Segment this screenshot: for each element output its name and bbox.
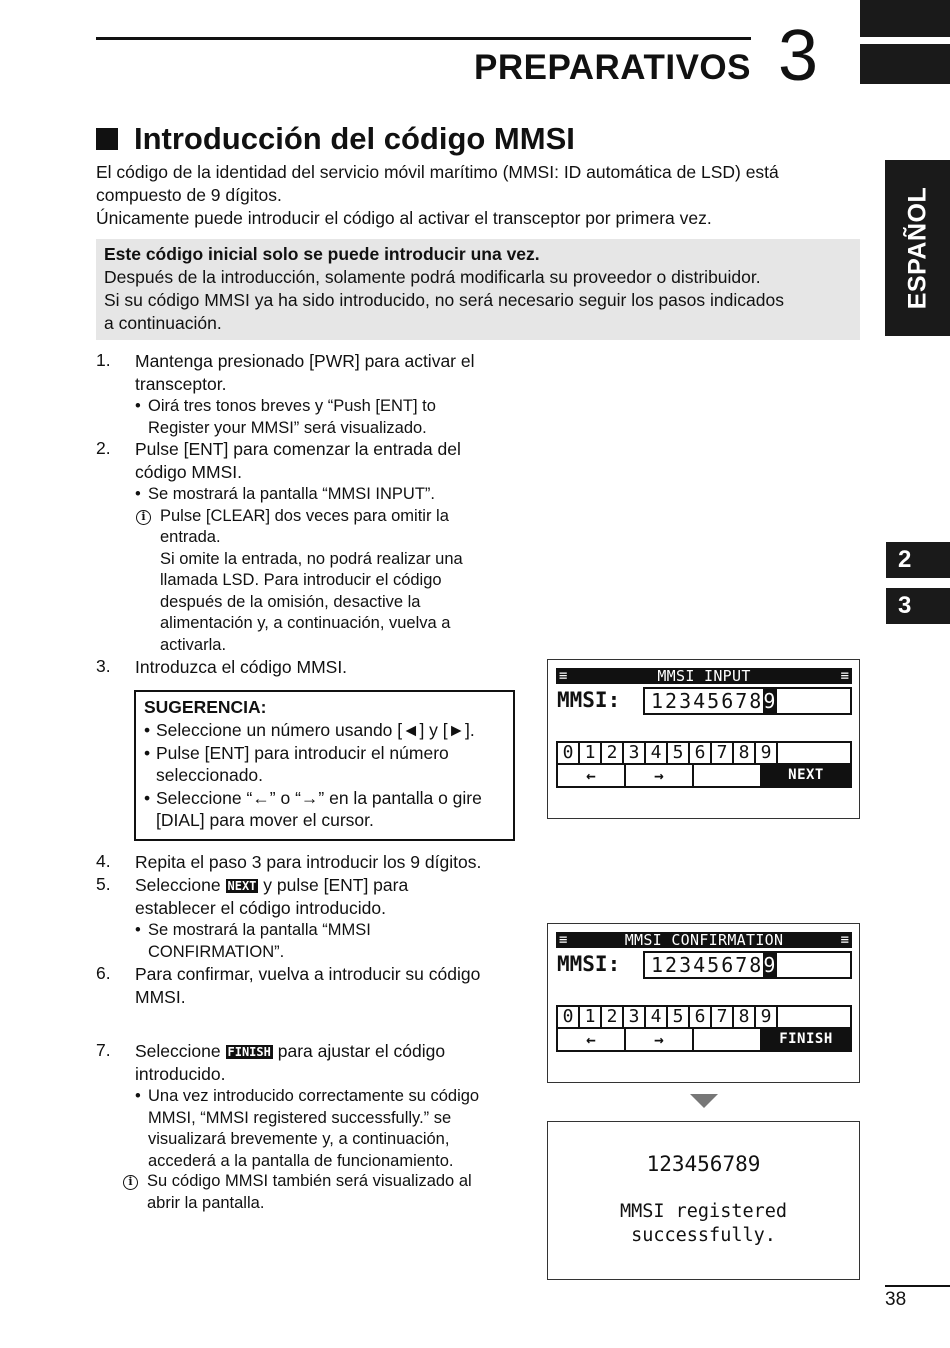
mmsi-field[interactable] <box>643 951 852 979</box>
info-line: abrir la pantalla. <box>147 1193 265 1212</box>
step-text: Introduzca el código MMSI. <box>135 657 348 677</box>
lcd-title-bar <box>556 668 852 684</box>
step-text: Seleccione <box>135 875 221 895</box>
language-label: ESPAÑOL <box>903 186 931 310</box>
step-text: MMSI. <box>135 987 186 1007</box>
digit-key[interactable]: 6 <box>690 743 712 763</box>
digit-key[interactable]: 6 <box>690 1007 712 1027</box>
digit-key[interactable]: 5 <box>668 1007 690 1027</box>
digit-key[interactable]: 1 <box>580 743 602 763</box>
info-line: entrada. <box>160 528 221 546</box>
lcd-mmsi-confirmation <box>547 923 860 1083</box>
digit-key[interactable]: 4 <box>646 1007 668 1027</box>
left-arrow-icon[interactable]: ← <box>558 1029 626 1050</box>
finish-softkey[interactable]: FINISH <box>762 1029 850 1050</box>
step-sub-line: CONFIRMATION”. <box>148 942 285 961</box>
cursor-digit: 9 <box>763 953 778 977</box>
step-text: Para confirmar, vuelva a introducir su código <box>135 964 481 984</box>
digit-key[interactable]: 7 <box>712 743 734 763</box>
header-tab-block <box>860 0 950 37</box>
step-6 <box>96 963 521 1009</box>
note-box <box>96 239 860 340</box>
digit-key[interactable]: 0 <box>558 743 580 763</box>
right-arrow-icon[interactable]: → <box>626 765 694 786</box>
section-title-text: Introducción del código MMSI <box>134 121 575 156</box>
menu-icon: ≡ <box>840 932 849 948</box>
info-line: Si omite la entrada, no podrá realizar una <box>160 549 463 568</box>
tip-line: seleccionado. <box>156 765 264 785</box>
step-sub: • Se mostrará la pantalla “MMSI CONFIRMATION”. <box>135 920 521 963</box>
step-number: 4. <box>96 851 111 871</box>
digit-key[interactable]: 4 <box>646 743 668 763</box>
footer-rule <box>885 1285 950 1287</box>
step-1 <box>96 350 521 439</box>
header-tab-block <box>860 44 950 84</box>
down-arrow-icon <box>690 1094 718 1108</box>
blank-softkey[interactable] <box>694 1029 762 1050</box>
digit-key[interactable]: 1 <box>580 1007 602 1027</box>
info-line: alimentación y, a continuación, vuelva a <box>160 614 451 632</box>
step-text: Pulse [ENT] para comenzar la entrada del <box>135 439 461 459</box>
registered-number: 123456789 <box>646 1152 761 1176</box>
mmsi-field[interactable] <box>643 687 852 715</box>
step-text: Repita el paso 3 para introducir los 9 dígitos. <box>135 852 482 872</box>
digit-selector <box>556 741 852 765</box>
section-title <box>96 121 575 157</box>
step-number: 5. <box>96 874 111 894</box>
page-number: 38 <box>885 1289 907 1310</box>
chapter-tab-3: 3 <box>886 588 950 624</box>
digit-key[interactable]: 9 <box>756 743 778 763</box>
digit-key[interactable]: 8 <box>734 743 756 763</box>
intro-line: compuesto de 9 dígitos. <box>96 185 282 205</box>
digit-key[interactable]: 0 <box>558 1007 580 1027</box>
right-arrow-icon[interactable]: → <box>626 1029 694 1050</box>
message-line: successfully. <box>631 1225 776 1246</box>
step-sub-line: Una vez introducido correctamente su código <box>148 1087 480 1105</box>
step-number: 6. <box>96 963 111 983</box>
tip-line: Seleccione “←” o “→” en la pantalla o gire <box>156 787 482 808</box>
tip-item: • Seleccione un número usando [◄] y [►]. <box>144 719 505 742</box>
digit-key[interactable]: 3 <box>624 1007 646 1027</box>
cursor-digit: 9 <box>763 689 778 713</box>
step-number: 3. <box>96 656 111 676</box>
mmsi-value: 12345678 <box>651 689 764 713</box>
note-line: Después de la introducción, solamente podrá modificarla su proveedor o distribuidor. <box>104 267 761 287</box>
left-arrow-icon[interactable]: ← <box>558 765 626 786</box>
step-text: Seleccione <box>135 1041 221 1061</box>
digit-key[interactable]: 3 <box>624 743 646 763</box>
digit-key[interactable]: 2 <box>602 743 624 763</box>
lcd-title: MMSI CONFIRMATION <box>624 931 784 949</box>
step-4 <box>96 851 521 874</box>
step-text: y pulse [ENT] para <box>263 875 409 895</box>
step-sub-line: MMSI, “MMSI registered successfully.” se <box>148 1108 452 1127</box>
step-sub: • Una vez introducido correctamente su código MMSI, “MMSI registered successfully.” se visualizará brevemente y, a continuación, accederá a la pantalla de funcionamiento. <box>135 1086 521 1172</box>
digit-key[interactable]: 7 <box>712 1007 734 1027</box>
note-heading: Este código inicial solo se puede introducir una vez. <box>104 244 540 264</box>
blank-softkey[interactable] <box>694 765 762 786</box>
step-text: establecer el código introducido. <box>135 898 386 918</box>
intro-line: El código de la identidad del servicio móvil marítimo (MMSI: ID automática de LSD) está <box>96 162 779 182</box>
mmsi-label: MMSI: <box>557 952 621 976</box>
softkey-row <box>556 1029 852 1052</box>
step-text: para ajustar el código <box>277 1041 446 1061</box>
info-line: Pulse [CLEAR] dos veces para omitir la <box>160 506 449 525</box>
info-icon: i <box>136 510 151 525</box>
square-bullet-icon <box>96 128 118 150</box>
step-sub-line: accederá a la pantalla de funcionamiento. <box>148 1151 454 1170</box>
tip-heading: SUGERENCIA: <box>144 697 267 717</box>
tip-item: • Pulse [ENT] para introducir el número seleccionado. <box>144 742 505 787</box>
info-line: llamada LSD. Para introducir el código <box>160 571 442 589</box>
lcd-mmsi-registered <box>547 1121 860 1280</box>
registered-message <box>548 1200 859 1248</box>
digit-key[interactable]: 8 <box>734 1007 756 1027</box>
menu-icon: ≡ <box>559 668 568 684</box>
step-number: 7. <box>96 1040 111 1060</box>
step-sub-line: visualizará brevemente y, a continuación, <box>148 1130 450 1148</box>
finish-key-icon: FINISH <box>227 1045 271 1059</box>
header-rule <box>96 37 751 40</box>
message-line: MMSI registered <box>619 1201 788 1222</box>
intro-line: Únicamente puede introducir el código al activar el transceptor por primera vez. <box>96 208 712 228</box>
step-sub: • Oirá tres tonos breves y “Push [ENT] to Register your MMSI” será visualizado. <box>135 396 521 439</box>
step-5 <box>96 874 521 963</box>
step-sub-line: Register your MMSI” será visualizado. <box>148 418 427 437</box>
next-key-icon: NEXT <box>227 879 257 893</box>
note-line: a continuación. <box>104 313 222 333</box>
step-2 <box>96 438 521 656</box>
info-note <box>135 506 521 657</box>
tip-box <box>134 690 515 841</box>
digit-key[interactable]: 2 <box>602 1007 624 1027</box>
step-sub-line: Se mostrará la pantalla “MMSI <box>148 921 371 939</box>
info-note <box>122 1171 542 1214</box>
step-sub-line: Oirá tres tonos breves y “Push [ENT] to <box>148 397 436 415</box>
mmsi-label: MMSI: <box>557 688 621 712</box>
step-text: transceptor. <box>135 374 227 394</box>
digit-selector <box>556 1005 852 1029</box>
intro-paragraph <box>96 161 866 230</box>
step-number: 2. <box>96 438 111 458</box>
step-sub-line: Se mostrará la pantalla “MMSI INPUT”. <box>148 485 435 503</box>
info-line: activarla. <box>160 635 227 654</box>
note-line: Si su código MMSI ya ha sido introducido, no será necesario seguir los pasos indicados <box>104 290 784 310</box>
lcd-title: MMSI INPUT <box>657 667 751 685</box>
step-text: introducido. <box>135 1064 226 1084</box>
digit-key[interactable]: 9 <box>756 1007 778 1027</box>
step-7 <box>96 1040 521 1172</box>
language-tab <box>885 160 950 336</box>
info-line: Su código MMSI también será visualizado al <box>147 1172 472 1190</box>
chapter-number: 3 <box>778 16 819 96</box>
tip-item: • Seleccione “←” o “→” en la pantalla o gire [DIAL] para mover el cursor. <box>144 787 505 832</box>
step-number: 1. <box>96 350 111 370</box>
digit-key[interactable]: 5 <box>668 743 690 763</box>
step-3 <box>96 656 521 679</box>
step-sub: • Se mostrará la pantalla “MMSI INPUT”. <box>135 484 521 506</box>
softkey-row <box>556 765 852 788</box>
lcd-title-bar <box>556 932 852 948</box>
menu-icon: ≡ <box>840 668 849 684</box>
chapter-title: PREPARATIVOS <box>474 48 751 87</box>
lcd-mmsi-input <box>547 659 860 819</box>
menu-icon: ≡ <box>559 932 568 948</box>
next-softkey[interactable]: NEXT <box>762 765 850 786</box>
step-text: Mantenga presionado [PWR] para activar el <box>135 351 475 371</box>
chapter-tab-2: 2 <box>886 542 950 578</box>
info-icon: i <box>123 1175 138 1190</box>
tip-line: Pulse [ENT] para introducir el número <box>156 742 449 763</box>
mmsi-value: 12345678 <box>651 953 764 977</box>
tip-line: [DIAL] para mover el cursor. <box>156 810 374 830</box>
info-line: después de la omisión, desactive la <box>160 592 421 611</box>
step-text: código MMSI. <box>135 462 242 482</box>
tip-line: Seleccione un número usando [◄] y [►]. <box>156 720 475 740</box>
